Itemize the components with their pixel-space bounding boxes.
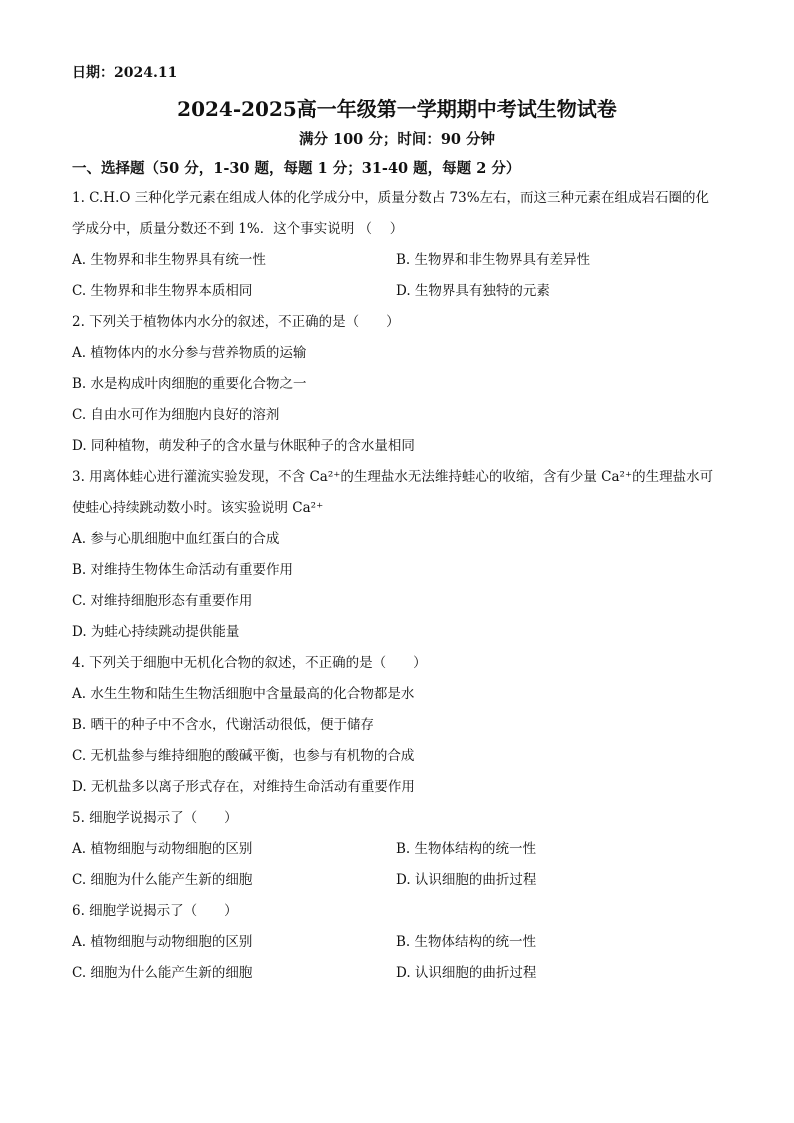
question-5 xyxy=(72,803,722,896)
option-row xyxy=(72,865,722,896)
option-a: A. 植物细胞与动物细胞的区别 xyxy=(72,841,253,857)
option-row xyxy=(72,834,722,865)
exam-date: 日期：2024.11 xyxy=(72,65,178,81)
option-c: C. 对维持细胞形态有重要作用 xyxy=(72,593,253,609)
option-row xyxy=(72,245,722,276)
option-c: C. 自由水可作为细胞内良好的溶剂 xyxy=(72,407,280,423)
option-a: A. 参与心肌细胞中血红蛋白的合成 xyxy=(72,531,280,547)
question-1 xyxy=(72,183,722,307)
exam-title: 2024-2025高一年级第一学期期中考试生物试卷 xyxy=(177,97,617,121)
option-b: B. 晒干的种子中不含水，代谢活动很低，便于储存 xyxy=(72,717,375,733)
option-c: C. 细胞为什么能产生新的细胞 xyxy=(72,965,253,981)
option-a: A. 植物细胞与动物细胞的区别 xyxy=(72,934,253,950)
option-d: D. 认识细胞的曲折过程 xyxy=(396,872,537,888)
question-2 xyxy=(72,307,722,462)
option-c: C. 无机盐参与维持细胞的酸碱平衡，也参与有机物的合成 xyxy=(72,748,415,764)
option-c: C. 生物界和非生物界本质相同 xyxy=(72,283,253,299)
question-4 xyxy=(72,648,722,803)
question-list xyxy=(72,183,722,989)
question-stem: 3. 用离体蛙心进行灌流实验发现，不含 Ca²⁺的生理盐水无法维持蛙心的收缩，含有少量 Ca²⁺的生理盐水可使蛙心持续跳动数小时。该实验说明 Ca²⁺ xyxy=(72,469,714,516)
option-b: B. 水是构成叶肉细胞的重要化合物之一 xyxy=(72,376,307,392)
option-row xyxy=(72,276,722,307)
option-d: D. 为蛙心持续跳动提供能量 xyxy=(72,624,240,640)
question-3 xyxy=(72,462,722,648)
option-d: D. 无机盐多以离子形式存在，对维持生命活动有重要作用 xyxy=(72,779,415,795)
question-stem: 1. C.H.O 三种化学元素在组成人体的化学成分中，质量分数占 73%左右，而这三种元素在组成岩石圈的化学成分中，质量分数还不到 1%．这个事实说明 （ ） xyxy=(72,190,710,237)
option-a: A. 水生生物和陆生生物活细胞中含量最高的化合物都是水 xyxy=(72,686,415,702)
section-heading: 一、选择题（50 分，1-30 题，每题 1 分；31-40 题，每题 2 分） xyxy=(72,160,521,177)
question-stem: 2. 下列关于植物体内水分的叙述，不正确的是（ ） xyxy=(72,314,400,330)
option-c: C. 细胞为什么能产生新的细胞 xyxy=(72,872,253,888)
option-b: B. 生物界和非生物界具有差异性 xyxy=(396,252,591,268)
option-d: D. 生物界具有独特的元素 xyxy=(396,283,550,299)
option-row xyxy=(72,958,722,989)
question-stem: 6. 细胞学说揭示了（ ） xyxy=(72,903,238,919)
question-stem: 5. 细胞学说揭示了（ ） xyxy=(72,810,238,826)
option-a: A. 植物体内的水分参与营养物质的运输 xyxy=(72,345,307,361)
option-a: A. 生物界和非生物界具有统一性 xyxy=(72,252,266,268)
option-d: D. 认识细胞的曲折过程 xyxy=(396,965,537,981)
option-b: B. 生物体结构的统一性 xyxy=(396,841,537,857)
question-6 xyxy=(72,896,722,989)
option-b: B. 生物体结构的统一性 xyxy=(396,934,537,950)
option-d: D. 同种植物，萌发种子的含水量与休眠种子的含水量相同 xyxy=(72,438,415,454)
option-b: B. 对维持生物体生命活动有重要作用 xyxy=(72,562,294,578)
option-row xyxy=(72,927,722,958)
question-stem: 4. 下列关于细胞中无机化合物的叙述，不正确的是（ ） xyxy=(72,655,427,671)
exam-subtitle: 满分 100 分；时间：90 分钟 xyxy=(298,131,496,148)
